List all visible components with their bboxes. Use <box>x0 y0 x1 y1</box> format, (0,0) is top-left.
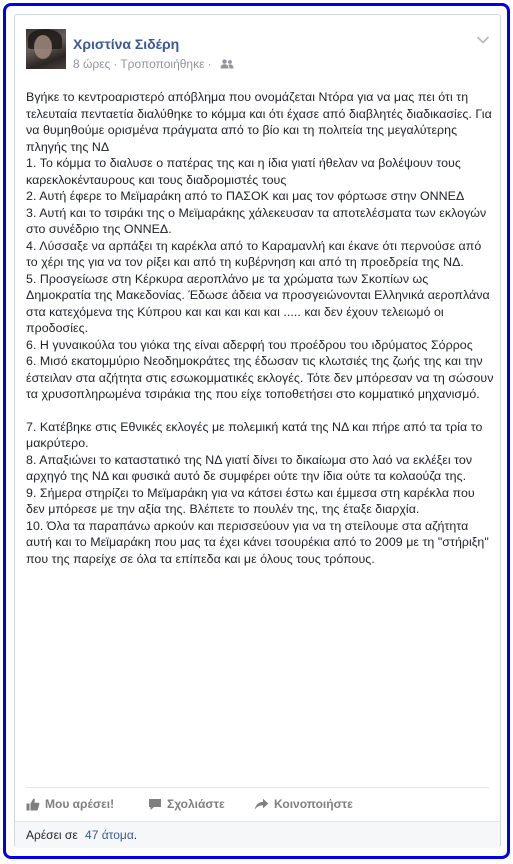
post-meta <box>73 57 234 71</box>
paragraph-gap <box>26 403 494 419</box>
post-paragraph: 10. Όλα τα παραπάνω αρκούν και περισσεύουν για να τη στείλουμε στα αζήτητα αυτή και το Μεϊμαράκη που μας τα έχει κάνει τσουρέκια από το 2009 με τη "στήριξη" που της παρείχε σε όλα τα επίπεδα και με όλους τους τρόπους. <box>26 518 489 566</box>
meta-separator: · <box>113 57 118 71</box>
post-paragraph: Βγήκε το κεντροαριστερό απόβλημα που ονομάζεται Ντόρα για να μας πει ότι τη τελευταία πενταετία διαλύθηκε το κόμμα και ότι έχασε από διαβλητές διαδικασίες. Για να θυμηθούμε ορισμένα πράγματα από το βίο και τη πολιτεία της μεγαλύτερης πληγής της ΝΔ <box>26 90 492 154</box>
post-paragraph: 4. Λύσσαξε να αρπάξει τη καρέκλα από το Καραμανλή και έκανε ότι περνούσε από το χέρι της για να τον ρίξει και από τη κυβέρνηση και από τη προεδρεία της ΝΔ. <box>26 238 482 269</box>
post-paragraph: 1. Το κόμμα το διαλυσε ο πατέρας της και η ίδια γιατί ήθελαν να βολέψουν τους καρεκλοκένταυρους και τους διαδρομιστές τους <box>26 156 461 187</box>
likes-count-link[interactable]: 47 άτομα <box>85 828 134 842</box>
post-paragraph: 6. Η γυναικούλα του γιόκα της είναι αδερφή του προέδρου του ιδρύματος Σόρρος <box>26 337 473 352</box>
friends-icon[interactable] <box>220 59 234 69</box>
share-label: Κοινοποιήστε <box>274 797 353 811</box>
post-paragraph: 7. Κατέβηκε στις Εθνικές εκλογές με πολεμική κατά της ΝΔ και πήρε από τα τρία το μακρύτερο. <box>26 419 483 450</box>
post-paragraph: 2. Αυτή έφερε το Μεϊμαράκη από το ΠΑΣΟΚ και μας τον φόρτωσε στην ΟΝΝΕΔ <box>26 189 465 203</box>
post-paragraph: 9. Σήμερα στηρίζει το Μεϊμαράκη για να κάτσει έστω και έμμεσα στη καρέκλα που δεν μπόρεσε με την αξία της. Βλέπετε το πουλέν της, της έταξε διαρχία. <box>26 485 475 516</box>
post-actions <box>26 793 353 815</box>
like-label: Μου αρέσει! <box>45 797 115 811</box>
like-button[interactable] <box>26 797 148 811</box>
post-card <box>14 14 501 848</box>
highlight-frame <box>3 3 510 859</box>
actions-divider <box>26 787 489 788</box>
post-body <box>26 89 494 567</box>
comment-icon <box>148 798 162 811</box>
post-time[interactable]: 8 ώρες <box>73 57 111 71</box>
post-paragraph: 6. Μισό εκατομμύριο Νεοδημοκράτες της έδωσαν τις κλωτσιές της ζωής της και την έστειλαν στα αζήτητα στις εσωκομματικές εκλογές. Τότε δεν μπόρεσαν να τη σώσουν τα χρυσοπληρωμένα τσιράκια της που είχε τοποθετήσει στο κομματικό μηχανισμό. <box>26 354 494 401</box>
share-icon <box>254 798 269 811</box>
likes-summary <box>15 821 500 848</box>
avatar[interactable] <box>26 29 66 69</box>
avatar-face <box>34 35 52 59</box>
share-button[interactable] <box>254 797 353 811</box>
meta-separator-2: · <box>207 57 212 71</box>
comment-button[interactable] <box>148 797 254 811</box>
post-paragraph: 3. Αυτή και το τσιράκι της ο Μεϊμαράκης χάλεκευσαν τα αποτελέσματα των εκλογών στο συνέδριο της ΟΝΝΕΔ. <box>26 205 487 236</box>
comment-label: Σχολιάστε <box>167 797 225 811</box>
edited-label[interactable]: Τροποποιήθηκε <box>120 57 205 71</box>
chevron-down-icon[interactable] <box>476 35 490 45</box>
likes-prefix: Αρέσει σε <box>26 828 78 842</box>
author-name[interactable]: Χριστίνα Σιδέρη <box>73 36 180 52</box>
thumbs-up-icon <box>26 798 40 811</box>
post-paragraph: 8. Απαξιώνει το καταστατικό της ΝΔ γιατί δίνει το δικαίωμα στο λαό να εκλέξει τον αρχηγό της ΝΔ και φυσικά αυτό δε συμφέρει ούτε την ίδια ούτε τα κολαούζα της. <box>26 452 473 483</box>
likes-suffix: . <box>133 828 138 842</box>
post-paragraph: 5. Προσγείωσε στη Κέρκυρα αεροπλάνο με τα χρώματα των Σκοπίων ως Δημοκρατία της Μακεδονίας. Έδωσε άδεια να προσγειώνονται Ελληνικά αεροπλάνα στα κατεχόμενα της Κύπρου και και και και και ..... και δεν έχουν τελειωμό οι προδοσίες. <box>26 271 490 335</box>
